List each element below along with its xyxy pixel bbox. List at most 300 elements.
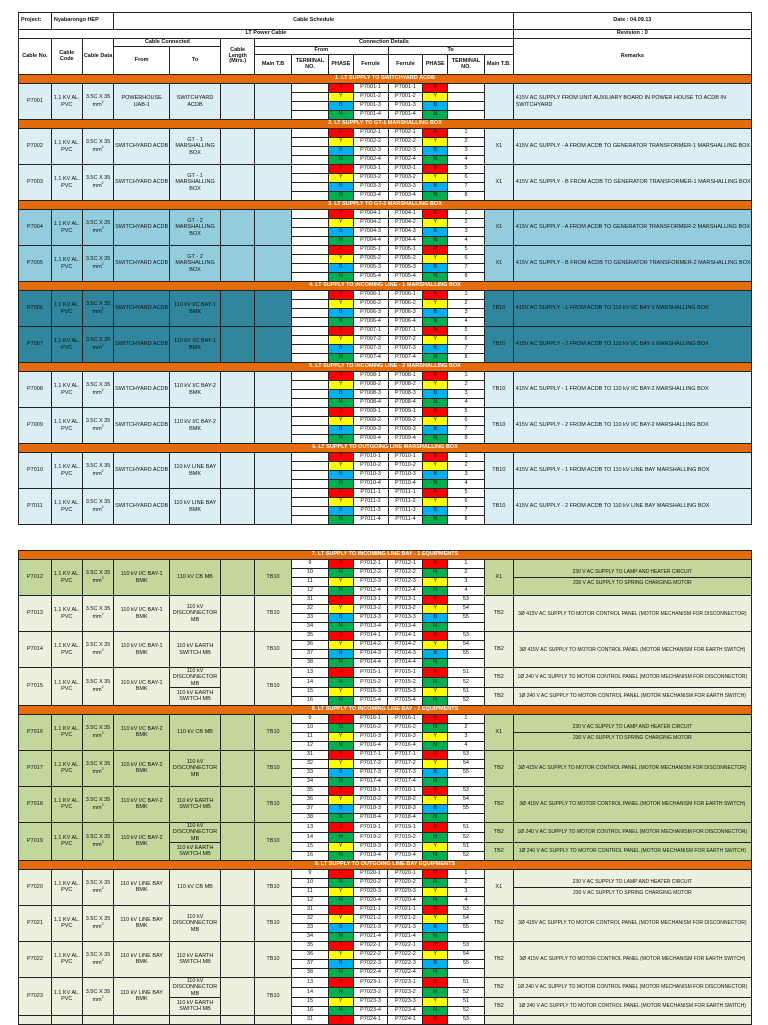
from-phase: R [328,632,353,641]
from-phase: B [328,768,353,777]
from-phase: Y [328,732,353,741]
to-phase: N [423,723,448,732]
to-phase: Y [423,795,448,804]
from-terminal-no [292,300,329,309]
to-main-tb: TB10 [484,291,513,327]
from-terminal-no: 35 [291,786,328,795]
cable-to: 110 kV I/C BAY-2 BMK [169,372,220,408]
to-phase: N [423,354,448,363]
ferrule-from: P7022-4 [353,968,388,977]
cable-length [221,129,255,165]
ferrule-from: P7016-2 [353,723,388,732]
remark-line: 3Ø 415V AC SUPPLY TO MOTOR CONTROL PANEL (MOTOR MECHANISM FOR DISCONNECTOR) [518,765,747,772]
from-phase: N [328,968,353,977]
table-row [19,453,752,462]
to-main-tb [484,84,513,120]
cable-to: 110 kV EARTH SWITCH MB [169,941,220,977]
cable-to: 110 kV EARTH SWITCH MB [169,842,220,860]
cable-to: 110 kV CB MB [169,560,220,596]
cable-code: 1.1 KV AL. PVC [51,632,82,668]
ferrule-from: P7014-4 [353,659,388,668]
to-terminal-no: 4 [447,587,484,596]
cable-to: 110 kV DISCONNECTOR MB [169,668,220,688]
cable-data-cell [82,596,114,632]
ferrule-to: P7021-3 [388,923,423,932]
cable-schedule-table-2 [18,550,752,1025]
ferrule-to: P7003-1 [388,165,423,174]
table-row [19,489,752,498]
ferrule-to: P7016-2 [388,723,423,732]
cable-data-text: 3.5C X 35 [85,418,111,425]
from-terminal-no [292,210,329,219]
to-phase: B [423,147,448,156]
from-main-tb [255,210,292,246]
from-phase: Y [328,300,353,309]
cable-data-text: 3.5C X 35 [85,175,111,182]
to-terminal-no: 51 [447,822,484,832]
ferrule-from: P7006-4 [353,318,388,327]
cable-from: 110 kV I/C BAY-2 BMK [114,786,169,822]
cable-data-unit: $mm^2$ [92,262,104,271]
from-phase: N [328,318,353,327]
cable-code: 1.1 KV AL. PVC [51,210,82,246]
from-phase: Y [328,93,353,102]
ferrule-from: P7006-1 [353,291,388,300]
cable-to: 110 kV CB MB [169,714,220,750]
ferrule-from: P7023-3 [353,997,388,1006]
cable-data-cell [82,246,114,282]
cable-from: 110 kV LINE BAY BMK [114,869,169,905]
cable-code: 1.1 KV AL. PVC [51,453,82,489]
to-phase: N [423,1006,448,1015]
ferrule-to: P7002-2 [388,138,423,147]
cable-data-cell [82,941,114,977]
cable-data-text: 3.5C X 35 [85,606,111,613]
ferrule-to: P7009-3 [388,426,423,435]
to-phase: N [423,273,448,282]
from-terminal-no: 31 [291,596,328,605]
cable-from: SWITCHYARD ACDB [114,291,169,327]
ferrule-to: P7014-1 [388,632,423,641]
from-main-tb [255,246,292,282]
ferrule-from: P7004-1 [353,210,388,219]
to-phase: R [423,291,448,300]
from-main-tb [255,1015,292,1024]
table-row [19,632,752,641]
from-phase: N [328,659,353,668]
cable-no: P7001 [19,84,52,120]
to-phase: B [423,345,448,354]
ferrule-to: P7012-2 [388,569,423,578]
to-phase: B [423,228,448,237]
ferrule-from: P7017-2 [353,759,388,768]
ferrule-to: P7022-3 [388,959,423,968]
remark: 415V AC SUPPLY - B FROM ACDB TO GENERATOR TRANSFORMER-1 MARSHALLING BOX [513,165,751,201]
col-terminal-no-to: TERMINAL NO. [448,55,485,75]
from-terminal-no: 11 [291,887,328,896]
ferrule-to: P7015-3 [388,687,423,696]
to-phase: B [423,309,448,318]
from-phase: B [328,309,353,318]
from-terminal-no [292,399,329,408]
project-label: Project: [19,13,52,30]
cable-data-unit: $mm^2$ [92,922,104,931]
cable-no: P7023 [19,977,52,1015]
ferrule-from: P7020-3 [353,887,388,896]
table-row [19,822,752,832]
ferrule-from: P7003-3 [353,183,388,192]
cable-schedule-sheet-1 [18,12,752,525]
from-phase: R [328,822,353,832]
col-to: To [169,47,220,75]
from-terminal-no: 16 [291,851,328,860]
ferrule-to: P7015-1 [388,668,423,678]
remark-line: 3Ø 415V AC SUPPLY TO MOTOR CONTROL PANEL (MOTOR MECHANISM FOR EARTH SWITCH) [519,801,746,808]
to-main-tb: TB2 [484,786,513,822]
cable-from: SWITCHYARD ACDB [114,489,169,525]
from-terminal-no: 10 [291,569,328,578]
cable-length [221,941,255,977]
cable-data-text: 3.5C X 35 [85,916,111,923]
ferrule-from: P7002-1 [353,129,388,138]
ferrule-to: P7018-4 [388,813,423,822]
from-terminal-no [292,129,329,138]
ferrule-from: P7003-4 [353,192,388,201]
ferrule-from: P7006-3 [353,309,388,318]
to-terminal-no: 53 [447,632,484,641]
from-terminal-no: 31 [291,905,328,914]
to-terminal-no: 1 [448,210,485,219]
remark: 415V AC SUPPLY - 2 FROM ACDB TO 110 kV I/C BAY-2 MARSHALLING BOX [513,408,751,444]
cable-data-text: 3.5C X 35 [85,989,111,996]
cable-from: SWITCHYARD ACDB [114,246,169,282]
from-phase: R [328,941,353,950]
cable-length [221,560,255,596]
remark [513,668,751,688]
from-phase: R [328,489,353,498]
table-row [19,786,752,795]
ferrule-to: P7014-3 [388,650,423,659]
cable-length [221,489,255,525]
ferrule-from: P7022-2 [353,950,388,959]
from-terminal-no: 31 [291,1015,328,1024]
from-phase: Y [328,174,353,183]
cable-no: P7012 [19,560,52,596]
cable-code: 1.1 KV AL. PVC [51,408,82,444]
to-phase: Y [423,687,448,696]
to-terminal-no: 54 [447,795,484,804]
from-terminal-no [292,309,329,318]
cable-data-cell [82,210,114,246]
ferrule-from: P7019-1 [353,822,388,832]
from-phase: N [328,480,353,489]
to-terminal-no: 7 [448,426,485,435]
to-main-tb: X1 [484,560,513,596]
to-phase: N [423,318,448,327]
from-phase: N [328,723,353,732]
to-terminal-no: 6 [448,336,485,345]
to-phase: Y [423,759,448,768]
cable-length [221,596,255,632]
cable-no: P7015 [19,668,52,706]
cable-length [221,869,255,905]
ferrule-from: P7007-1 [353,327,388,336]
cable-data-cell [82,977,114,1015]
ferrule-from: P7024-1 [353,1015,388,1024]
ferrule-to: P7004-4 [388,237,423,246]
from-phase: N [328,516,353,525]
ferrule-from: P7011-2 [353,498,388,507]
from-terminal-no: 15 [291,997,328,1006]
from-terminal-no: 36 [291,641,328,650]
to-terminal-no: 5 [448,165,485,174]
cable-no: P7008 [19,372,52,408]
ferrule-from: P7011-3 [353,507,388,516]
from-phase: R [328,408,353,417]
sheet1-header [19,13,752,75]
from-terminal-no [292,345,329,354]
from-phase: B [328,390,353,399]
to-phase: N [423,968,448,977]
to-phase: B [423,426,448,435]
cable-data-cell [82,129,114,165]
col-ferrule-to: Ferrule [388,55,423,75]
table-row [19,408,752,417]
cable-to: 110 kV LINE BAY BMK [169,489,220,525]
cable-code: 1.1 KV AL. PVC [51,489,82,525]
ferrule-from: P7014-3 [353,650,388,659]
cable-from: 110 kV LINE BAY BMK [114,941,169,977]
cable-data-text: 3.5C X 35 [85,139,111,146]
cable-to: 110 kV EARTH SWITCH MB [169,786,220,822]
to-terminal-no: 3 [448,228,485,237]
from-phase: B [328,804,353,813]
cable-data-unit: $mm^2$ [92,803,104,812]
ferrule-from: P7003-1 [353,165,388,174]
to-phase: Y [423,174,448,183]
to-terminal-no: 5 [448,408,485,417]
from-terminal-no: 16 [291,696,328,705]
cable-data-unit: $mm^2$ [92,576,104,585]
col-cable-no: Cable No. [19,39,52,75]
table-row [19,977,752,987]
to-terminal-no: 52 [447,677,484,687]
from-terminal-no [292,318,329,327]
to-terminal-no: 2 [447,569,484,578]
ferrule-to: P7001-2 [388,93,423,102]
to-phase: Y [423,842,448,851]
from-phase: Y [328,759,353,768]
to-terminal-no: 5 [448,246,485,255]
from-main-tb: TB10 [255,822,292,860]
cable-data-text: 3.5C X 35 [85,761,111,768]
ferrule-from: P7020-4 [353,896,388,905]
section-title: 2. LT SUPPLY TO GT-1 MARSHALLING BOX [19,120,752,129]
table-row [19,560,752,569]
from-main-tb: TB10 [255,941,292,977]
revision: Revision : 0 [513,30,751,39]
cable-data-cell [82,408,114,444]
sheet1-body [19,75,752,525]
to-terminal-no: 53 [447,596,484,605]
cable-data-text: 3.5C X 35 [85,797,111,804]
to-phase: N [423,192,448,201]
cable-code: 1.1 KV AL. PVC [51,129,82,165]
cable-no: P7002 [19,129,52,165]
ferrule-to: P7014-2 [388,641,423,650]
to-terminal-no: 2 [448,381,485,390]
to-phase: B [423,102,448,111]
remark: 415V AC SUPPLY - B FROM ACDB TO GENERATOR TRANSFORMER-2 MARSHALLING BOX [513,246,751,282]
to-terminal-no: 7 [448,183,485,192]
from-phase: R [328,560,353,569]
cable-to: 110 kV DISCONNECTOR MB [169,822,220,842]
cable-from: 110 kV I/C BAY-2 BMK [114,714,169,750]
document-title: Cable Schedule [114,13,513,30]
section-title: 6. LT SUPPLY TO OUTGOING LINE MARSHALLING BOX [19,444,752,453]
ferrule-from: P7018-1 [353,786,388,795]
to-terminal-no: 51 [447,687,484,696]
cable-length [221,327,255,363]
from-main-tb [255,453,292,489]
ferrule-from: P7011-4 [353,516,388,525]
from-phase: B [328,471,353,480]
from-terminal-no [292,372,329,381]
ferrule-to: P7018-1 [388,786,423,795]
to-terminal-no: 2 [447,723,484,732]
ferrule-from: P7020-1 [353,869,388,878]
from-terminal-no: 16 [291,1006,328,1015]
cable-code: 1.1 KV AL. PVC [51,714,82,750]
cable-code: 1.1 KV AL. PVC [51,372,82,408]
to-terminal-no: 52 [447,987,484,997]
remark-line: 3Ø 415V AC SUPPLY TO MOTOR CONTROL PANEL (MOTOR MECHANISM FOR DISCONNECTOR) [518,610,747,617]
from-terminal-no [292,165,329,174]
col-cable-code: Cable Code [51,39,82,75]
to-phase: N [423,623,448,632]
to-terminal-no: 4 [448,480,485,489]
to-phase: Y [423,300,448,309]
cable-data-unit: $mm^2$ [92,612,104,621]
from-phase: Y [328,336,353,345]
cable-data-text: 3.5C X 35 [85,725,111,732]
cable-data-unit: $mm^2$ [92,388,104,397]
section-header-row [19,75,752,84]
ferrule-to: P7017-3 [388,768,423,777]
ferrule-from: P7001-1 [353,84,388,93]
ferrule-from: P7009-4 [353,435,388,444]
from-phase: N [328,1006,353,1015]
ferrule-to: P7018-2 [388,795,423,804]
table-row [19,905,752,914]
to-terminal-no: 55 [447,650,484,659]
from-terminal-no [292,93,329,102]
to-terminal-no: 7 [448,264,485,273]
from-phase: N [328,813,353,822]
from-phase: R [328,372,353,381]
ferrule-from: P7019-4 [353,851,388,860]
remark: 415V AC SUPPLY - A FROM ACDB TO GENERATOR TRANSFORMER-1 MARSHALLING BOX [513,129,751,165]
remark: 415V AC SUPPLY - 1 FROM ACDB TO 110 kV I/C BAY-2 MARSHALLING BOX [513,372,751,408]
table-row [19,129,752,138]
remark [513,869,751,905]
to-phase: N [423,435,448,444]
to-terminal-no: 1 [447,560,484,569]
from-terminal-no [292,381,329,390]
to-phase: Y [423,605,448,614]
cable-to: 110 kV EARTH SWITCH MB [169,687,220,705]
ferrule-to: P7021-4 [388,932,423,941]
from-main-tb: TB10 [255,905,292,941]
from-phase: B [328,507,353,516]
cable-data-text: 3.5C X 35 [85,952,111,959]
cable-data-text: 3.5C X 35 [85,679,111,686]
ferrule-from: P7004-2 [353,219,388,228]
to-terminal-no: 1 [448,453,485,462]
to-phase: Y [423,381,448,390]
ferrule-from: P7005-1 [353,246,388,255]
from-terminal-no [292,102,329,111]
cable-data-cell [82,786,114,822]
from-terminal-no [292,435,329,444]
cable-from: 110 kV I/C BAY-2 BMK [114,750,169,786]
cable-data-text: 3.5C X 35 [85,337,111,344]
from-phase: Y [328,997,353,1006]
cable-data-cell [82,84,114,120]
cable-data-text: 3.5C X 35 [85,463,111,470]
to-phase: B [423,650,448,659]
to-main-tb: TB2 [484,977,513,997]
from-terminal-no: 32 [291,759,328,768]
to-terminal-no: 3 [447,887,484,896]
col-cable-length: Cable Length (Mtrs.) [221,39,255,75]
from-main-tb: TB10 [255,668,292,706]
ferrule-from: P7022-1 [353,941,388,950]
cable-data-unit: $mm^2$ [92,505,104,514]
cable-from: SWITCHYARD ACDB [114,210,169,246]
ferrule-from: P7003-2 [353,174,388,183]
ferrule-from: P7019-2 [353,832,388,842]
ferrule-to: P7010-2 [388,462,423,471]
ferrule-to: P7007-4 [388,354,423,363]
from-phase: Y [328,138,353,147]
remark [513,905,751,941]
section-header-row [19,120,752,129]
cable-data-unit: $mm^2$ [92,469,104,478]
section-title: 9. LT SUPPLY TO OUTGOING LINE BAY EQUIPMENTS [19,860,752,869]
cable-length [221,372,255,408]
cable-data-text: 3.5C X 35 [85,382,111,389]
ferrule-to: P7006-3 [388,309,423,318]
to-terminal-no: 51 [447,668,484,678]
remark [513,632,751,668]
to-terminal-no: 3 [447,578,484,587]
col-cable-connected: Cable Connected [114,39,221,47]
cable-data-cell [82,291,114,327]
section-header-row [19,201,752,210]
remark [513,822,751,842]
from-terminal-no: 12 [291,896,328,905]
cable-length [221,822,255,860]
cable-no: P7019 [19,822,52,860]
table-row [19,1015,752,1024]
to-phase: N [423,111,448,120]
cable-length [221,165,255,201]
to-phase: N [423,851,448,860]
ferrule-from: P7012-3 [353,578,388,587]
cable-code: 1.1 KV AL. PVC [51,560,82,596]
to-terminal-no: 4 [448,237,485,246]
